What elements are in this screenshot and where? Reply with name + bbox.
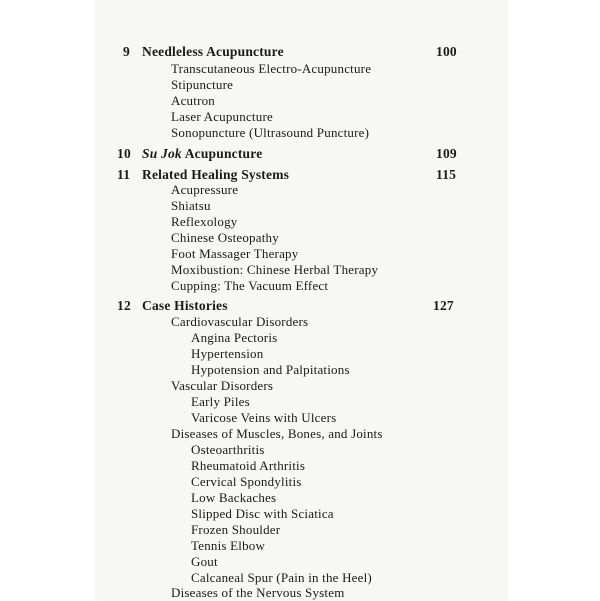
toc-item: Gout (191, 554, 218, 569)
toc-item: Reflexology (171, 214, 238, 229)
chapter-page: 100 (436, 44, 457, 59)
chapter-page: 127 (433, 298, 454, 313)
toc-item: Chinese Osteopathy (171, 230, 279, 245)
chapter-title: Acupuncture (184, 146, 263, 161)
toc-item: Moxibustion: Chinese Herbal Therapy (171, 262, 379, 277)
toc-item: Calcaneal Spur (Pain in the Heel) (191, 570, 372, 585)
toc-item: Sonopuncture (Ultrasound Puncture) (171, 125, 370, 140)
toc-section: Vascular Disorders (171, 378, 274, 393)
toc-item: Osteoarthritis (191, 442, 265, 457)
chapter-number: 12 (117, 298, 131, 313)
chapter-number: 10 (117, 146, 131, 161)
chapter-page: 115 (436, 167, 457, 182)
toc-item: Stipuncture (171, 77, 234, 92)
toc-item: Early Piles (191, 394, 250, 409)
chapter-page: 109 (436, 146, 457, 161)
chapter-title-italic: Su Jok (142, 146, 182, 161)
chapter-title: Needleless Acupuncture (142, 44, 284, 59)
toc-section: Cardiovascular Disorders (171, 314, 309, 329)
toc-item: Hypotension and Palpitations (191, 362, 350, 377)
toc-item: Foot Massager Therapy (171, 246, 299, 261)
toc-item: Transcutaneous Electro-Acupuncture (171, 61, 372, 76)
toc-item: Frozen Shoulder (191, 522, 281, 537)
toc-section: Diseases of Muscles, Bones, and Joints (171, 426, 383, 441)
toc-item: Slipped Disc with Sciatica (191, 506, 334, 521)
toc-item: Laser Acupuncture (171, 109, 273, 124)
toc-section: Diseases of the Nervous System (171, 585, 345, 600)
toc-item: Rheumatoid Arthritis (191, 458, 306, 473)
chapter-title: Related Healing Systems (142, 167, 290, 182)
toc-item: Tennis Elbow (191, 538, 266, 553)
toc-item: Cupping: The Vacuum Effect (171, 278, 329, 293)
toc-item: Angina Pectoris (191, 330, 278, 345)
chapter-number: 9 (123, 44, 130, 59)
toc-item: Acutron (171, 93, 215, 108)
toc-item: Varicose Veins with Ulcers (191, 410, 337, 425)
chapter-number: 11 (117, 167, 131, 182)
toc-item: Low Backaches (191, 490, 277, 505)
toc-item: Hypertension (191, 346, 264, 361)
chapter-title: Case Histories (142, 298, 228, 313)
toc-item: Acupressure (171, 182, 239, 197)
toc-item: Cervical Spondylitis (191, 474, 302, 489)
toc-item: Shiatsu (171, 198, 211, 213)
